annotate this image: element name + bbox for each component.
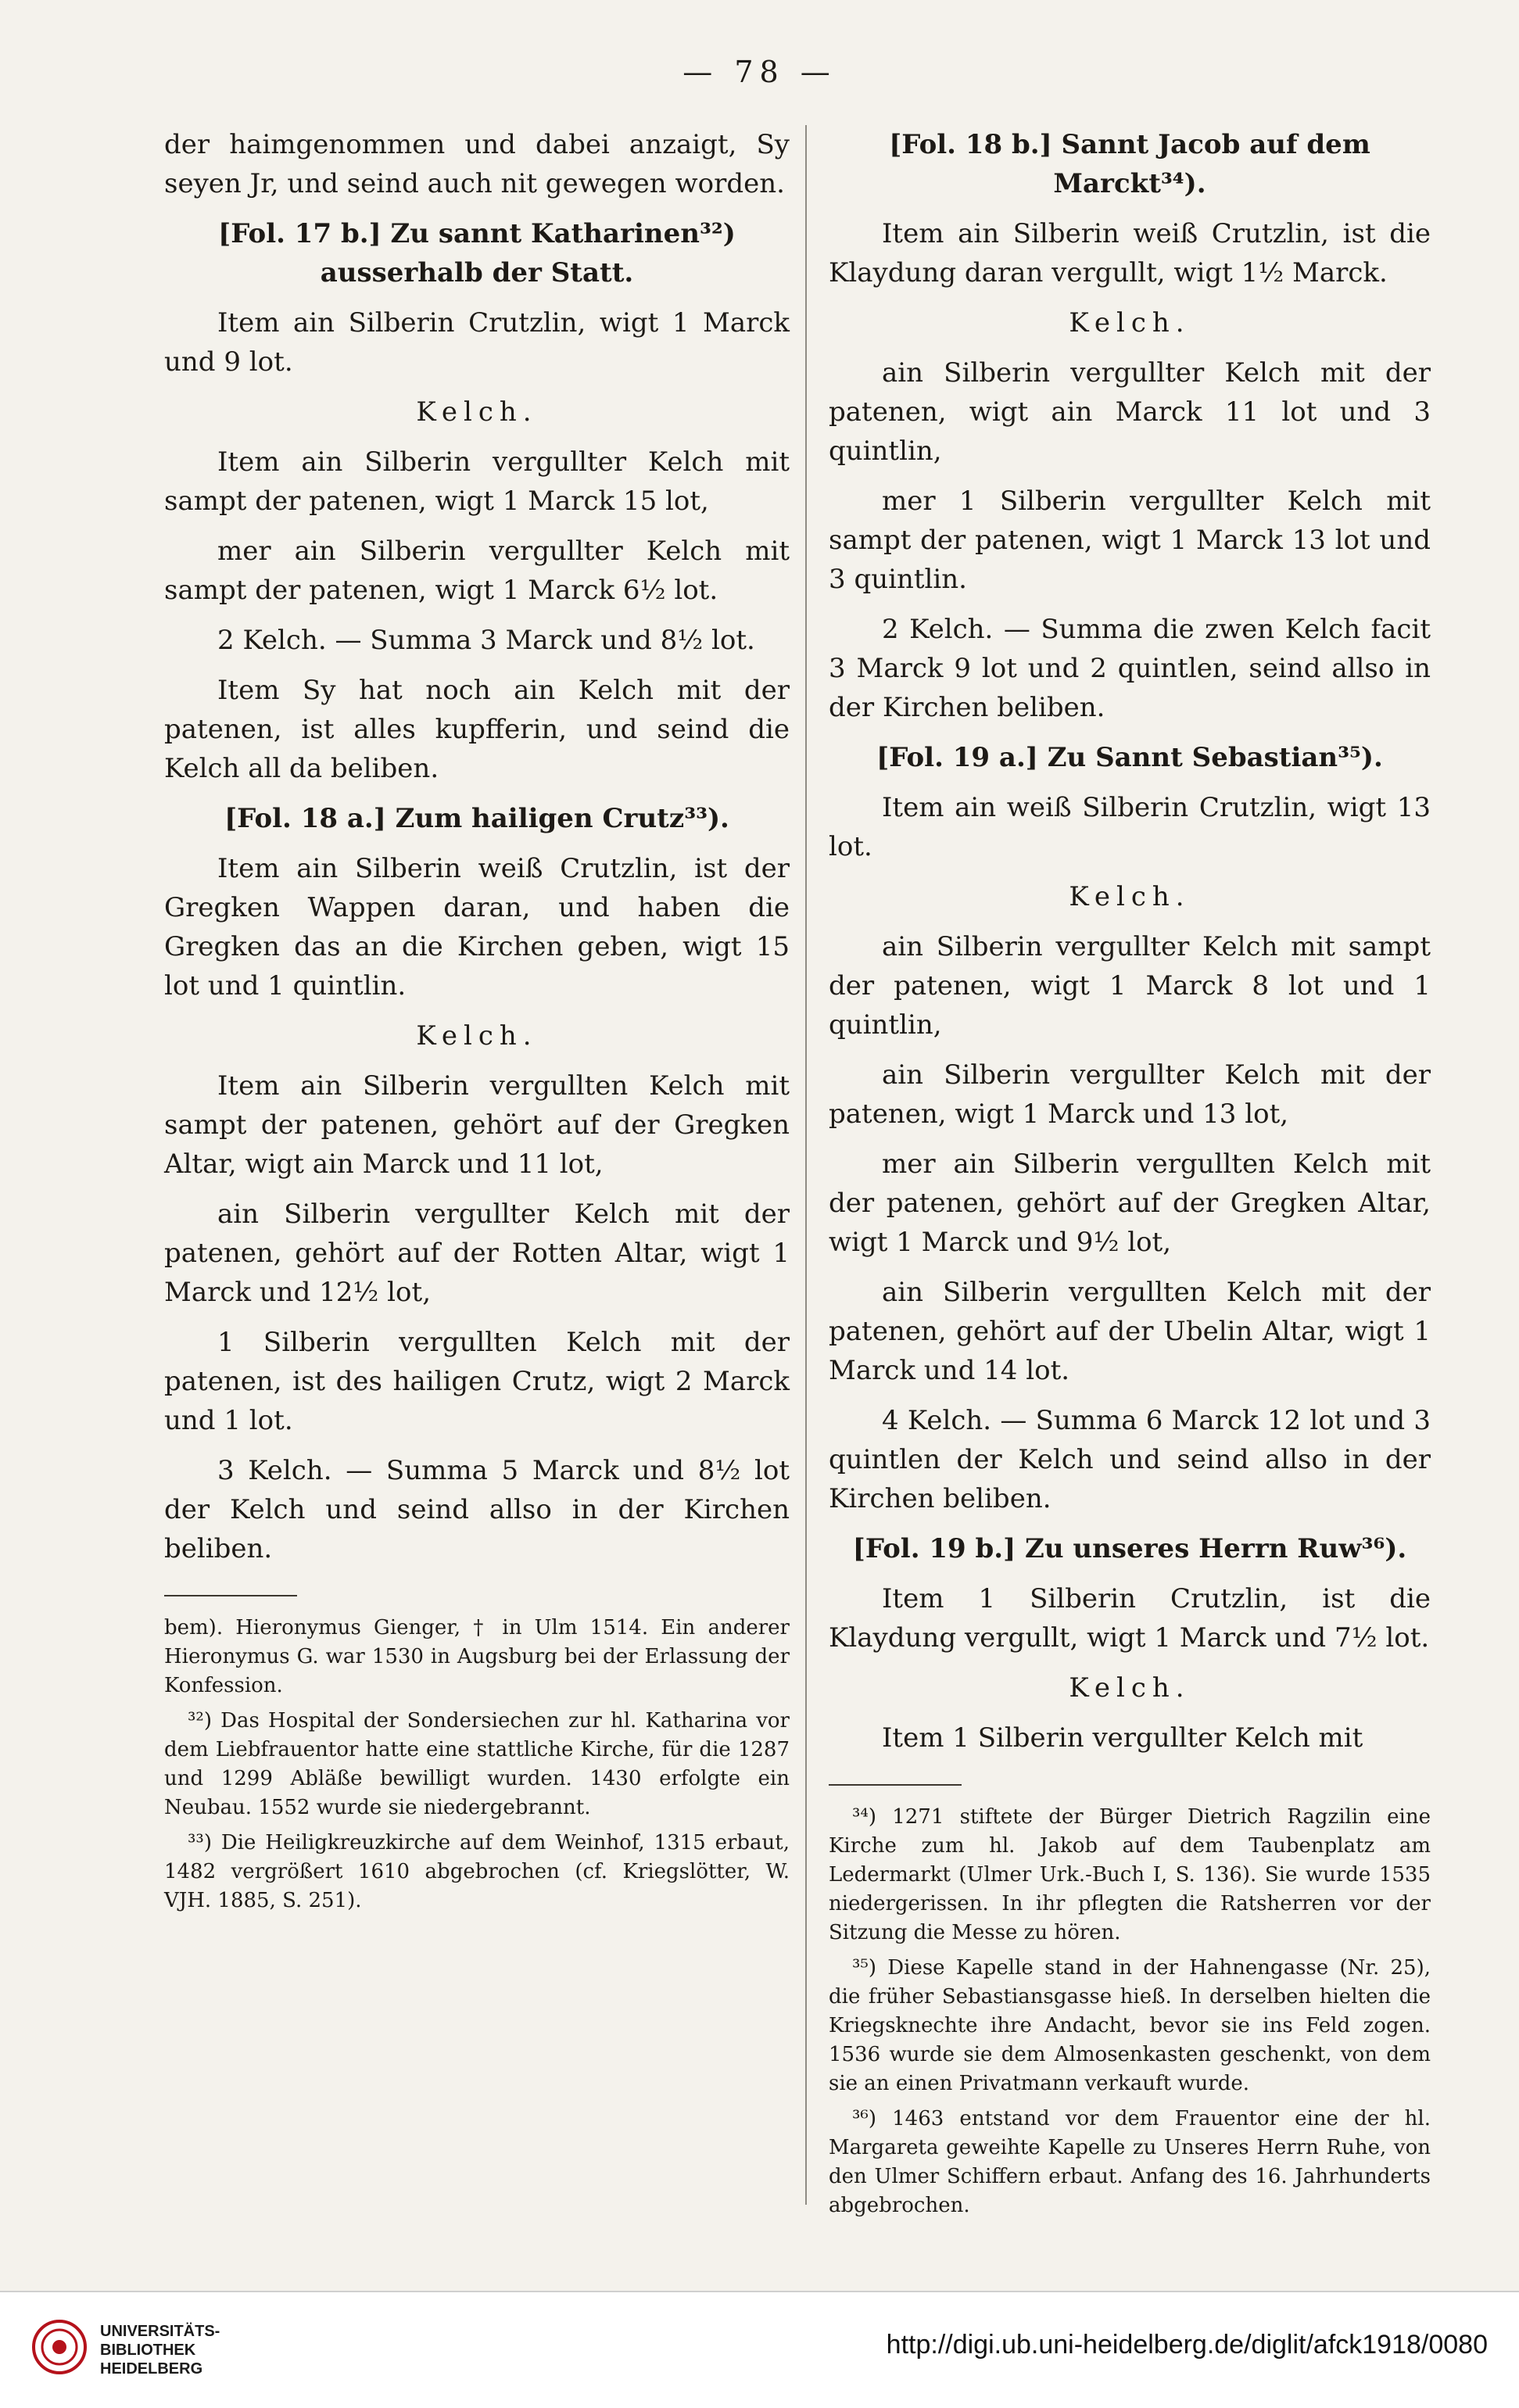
paragraph: ain Silberin vergullter Kelch mit der patenen, gehört auf der Rotten Altar, wigt 1 Marck und 12½ lot, [164,1199,790,1308]
paragraph: Item ain weiß Silberin Crutzlin, wigt 13 lot. [829,792,1431,862]
library-name [100,2322,220,2378]
paragraph: mer ain Silberin vergullter Kelch mit sampt der patenen, wigt 1 Marck 6½ lot. [164,536,790,606]
section-heading: [Fol. 18 b.] Sannt Jacob auf dem Marckt³⁴). [889,129,1370,199]
right-column [829,125,1431,2227]
subheading-kelch: Kelch. [1069,881,1191,912]
footnote: ³⁵) Diese Kapelle stand in der Hahnengasse (Nr. 25), die früher Sebastiansgasse hieß. In derselben hielten die Kriegsknechte ihre Andacht, bevor sie ins Feld zogen. 1536 wurde sie dem Almosenkasten geschenkt, von dem sie an einen Privatmann verkauft wurde. [829,1956,1431,2095]
paragraph: 1 Silberin vergullten Kelch mit der patenen, ist des hailigen Crutz, wigt 2 Marck und 1 lot. [164,1327,790,1436]
footnote: ³²) Das Hospital der Sondersiechen zur hl. Katharina vor dem Liebfrauentor hatte eine stattliche Kirche, für die 1287 und 1299 Abläße bewilligt wurden. 1430 erfolgte ein Neubau. 1552 wurde sie niedergebrannt. [164,1709,790,1819]
paragraph: 2 Kelch. — Summa 3 Marck und 8½ lot. [217,625,755,656]
subheading-kelch: Kelch. [416,1020,538,1052]
subheading-kelch: Kelch. [416,396,538,428]
footnote: ³⁶) 1463 entstand vor dem Frauentor eine der hl. Margareta geweihte Kapelle zu Unseres Herrn Ruhe, von den Ulmer Schiffern erbaut. Anfang des 16. Jahrhunderts abgebrochen. [829,2107,1431,2217]
footnote: bem). Hieronymus Gienger, † in Ulm 1514. Ein anderer Hieronymus G. war 1530 in Augsburg bei der Erlassung der Konfession. [164,1616,790,1697]
paragraph: Item ain Silberin weiß Crutzlin, ist der Gregken Wappen daran, und haben die Gregken das an die Kirchen geben, wigt 15 lot und 1 quintlin. [164,853,790,1002]
paragraph: 4 Kelch. — Summa 6 Marck 12 lot und 3 quintlen der Kelch und seind allso in der Kirchen beliben. [829,1405,1431,1514]
library-name-line: BIBLIOTHEK [100,2342,196,2359]
paragraph: ain Silberin vergullter Kelch mit der patenen, wigt ain Marck 11 lot und 3 quintlin, [829,357,1431,467]
section-heading: [Fol. 18 a.] Zum hailigen Crutz³³). [224,803,729,834]
library-name-line: UNIVERSITÄTS- [100,2323,220,2340]
left-column [164,125,790,1922]
footnote: ³⁴) 1271 stiftete der Bürger Dietrich Ragzilin eine Kirche zum hl. Jakob auf dem Taubenplatz am Ledermarkt (Ulmer Urk.-Buch I, S. 136). Sie wurde 1535 niedergerissen. In ihr pflegten die Ratsherren vor der Sitzung die Messe zu hören. [829,1805,1431,1944]
section-heading: [Fol. 19 a.] Zu Sannt Sebastian³⁵). [876,742,1383,773]
section-heading: [Fol. 17 b.] Zu sannt Katharinen³²) ausserhalb der Statt. [218,218,736,288]
paragraph: ain Silberin vergullter Kelch mit der patenen, wigt 1 Marck und 13 lot, [829,1059,1431,1130]
library-name-line: HEIDELBERG [100,2360,203,2378]
footnote: ³³) Die Heiligkreuzkirche auf dem Weinhof, 1315 erbaut, 1482 vergrößert 1610 abgebrochen (cf. Kriegslötter, W. VJH. 1885, S. 251). [164,1831,790,1912]
footnote-rule [829,1784,962,1786]
source-url-link[interactable]: http://digi.ub.uni-heidelberg.de/diglit/afck1918/0080 [886,2330,1488,2360]
paragraph: 3 Kelch. — Summa 5 Marck und 8½ lot der Kelch und seind allso in der Kirchen beliben. [164,1455,790,1564]
paragraph: Item 1 Silberin Crutzlin, ist die Klaydung vergullt, wigt 1 Marck und 7½ lot. [829,1583,1431,1654]
paragraph: Item ain Silberin weiß Crutzlin, ist die Klaydung daran vergullt, wigt 1½ Marck. [829,218,1431,288]
paragraph: ain Silberin vergullter Kelch mit sampt der patenen, wigt 1 Marck 8 lot und 1 quintlin, [829,931,1431,1041]
paragraph: Item Sy hat noch ain Kelch mit der patenen, ist alles kupfferin, und seind die Kelch all da beliben. [164,675,790,784]
paragraph: ain Silberin vergullten Kelch mit der patenen, gehört auf der Ubelin Altar, wigt 1 Marck und 14 lot. [829,1277,1431,1386]
page-number: — 78 — [682,55,837,89]
column-divider [805,125,807,2205]
footnote-rule [164,1595,297,1596]
paragraph: der haimgenommen und dabei anzaigt, Sy seyen Jr, und seind auch nit gewegen worden. [164,129,790,199]
paragraph: mer ain Silberin vergullten Kelch mit der patenen, gehört auf der Gregken Altar, wigt 1 Marck und 9½ lot, [829,1148,1431,1258]
subheading-kelch: Kelch. [1069,1672,1191,1704]
library-seal-icon[interactable] [31,2319,88,2375]
paragraph: Item ain Silberin vergullten Kelch mit sampt der patenen, gehört auf der Gregken Altar, wigt ain Marck und 11 lot, [164,1070,790,1180]
paragraph: Item 1 Silberin vergullter Kelch mit [882,1722,1363,1754]
footer-bar [0,2291,1519,2408]
paragraph: 2 Kelch. — Summa die zwen Kelch facit 3 Marck 9 lot und 2 quintlen, seind allso in der Kirchen beliben. [829,614,1431,723]
paragraph: Item ain Silberin vergullter Kelch mit sampt der patenen, wigt 1 Marck 15 lot, [164,446,790,517]
section-heading: [Fol. 19 b.] Zu unseres Herrn Ruw³⁶). [852,1533,1407,1564]
paragraph: mer 1 Silberin vergullter Kelch mit sampt der patenen, wigt 1 Marck 13 lot und 3 quintlin. [829,486,1431,595]
subheading-kelch: Kelch. [1069,307,1191,339]
paragraph: Item ain Silberin Crutzlin, wigt 1 Marck und 9 lot. [164,307,790,378]
